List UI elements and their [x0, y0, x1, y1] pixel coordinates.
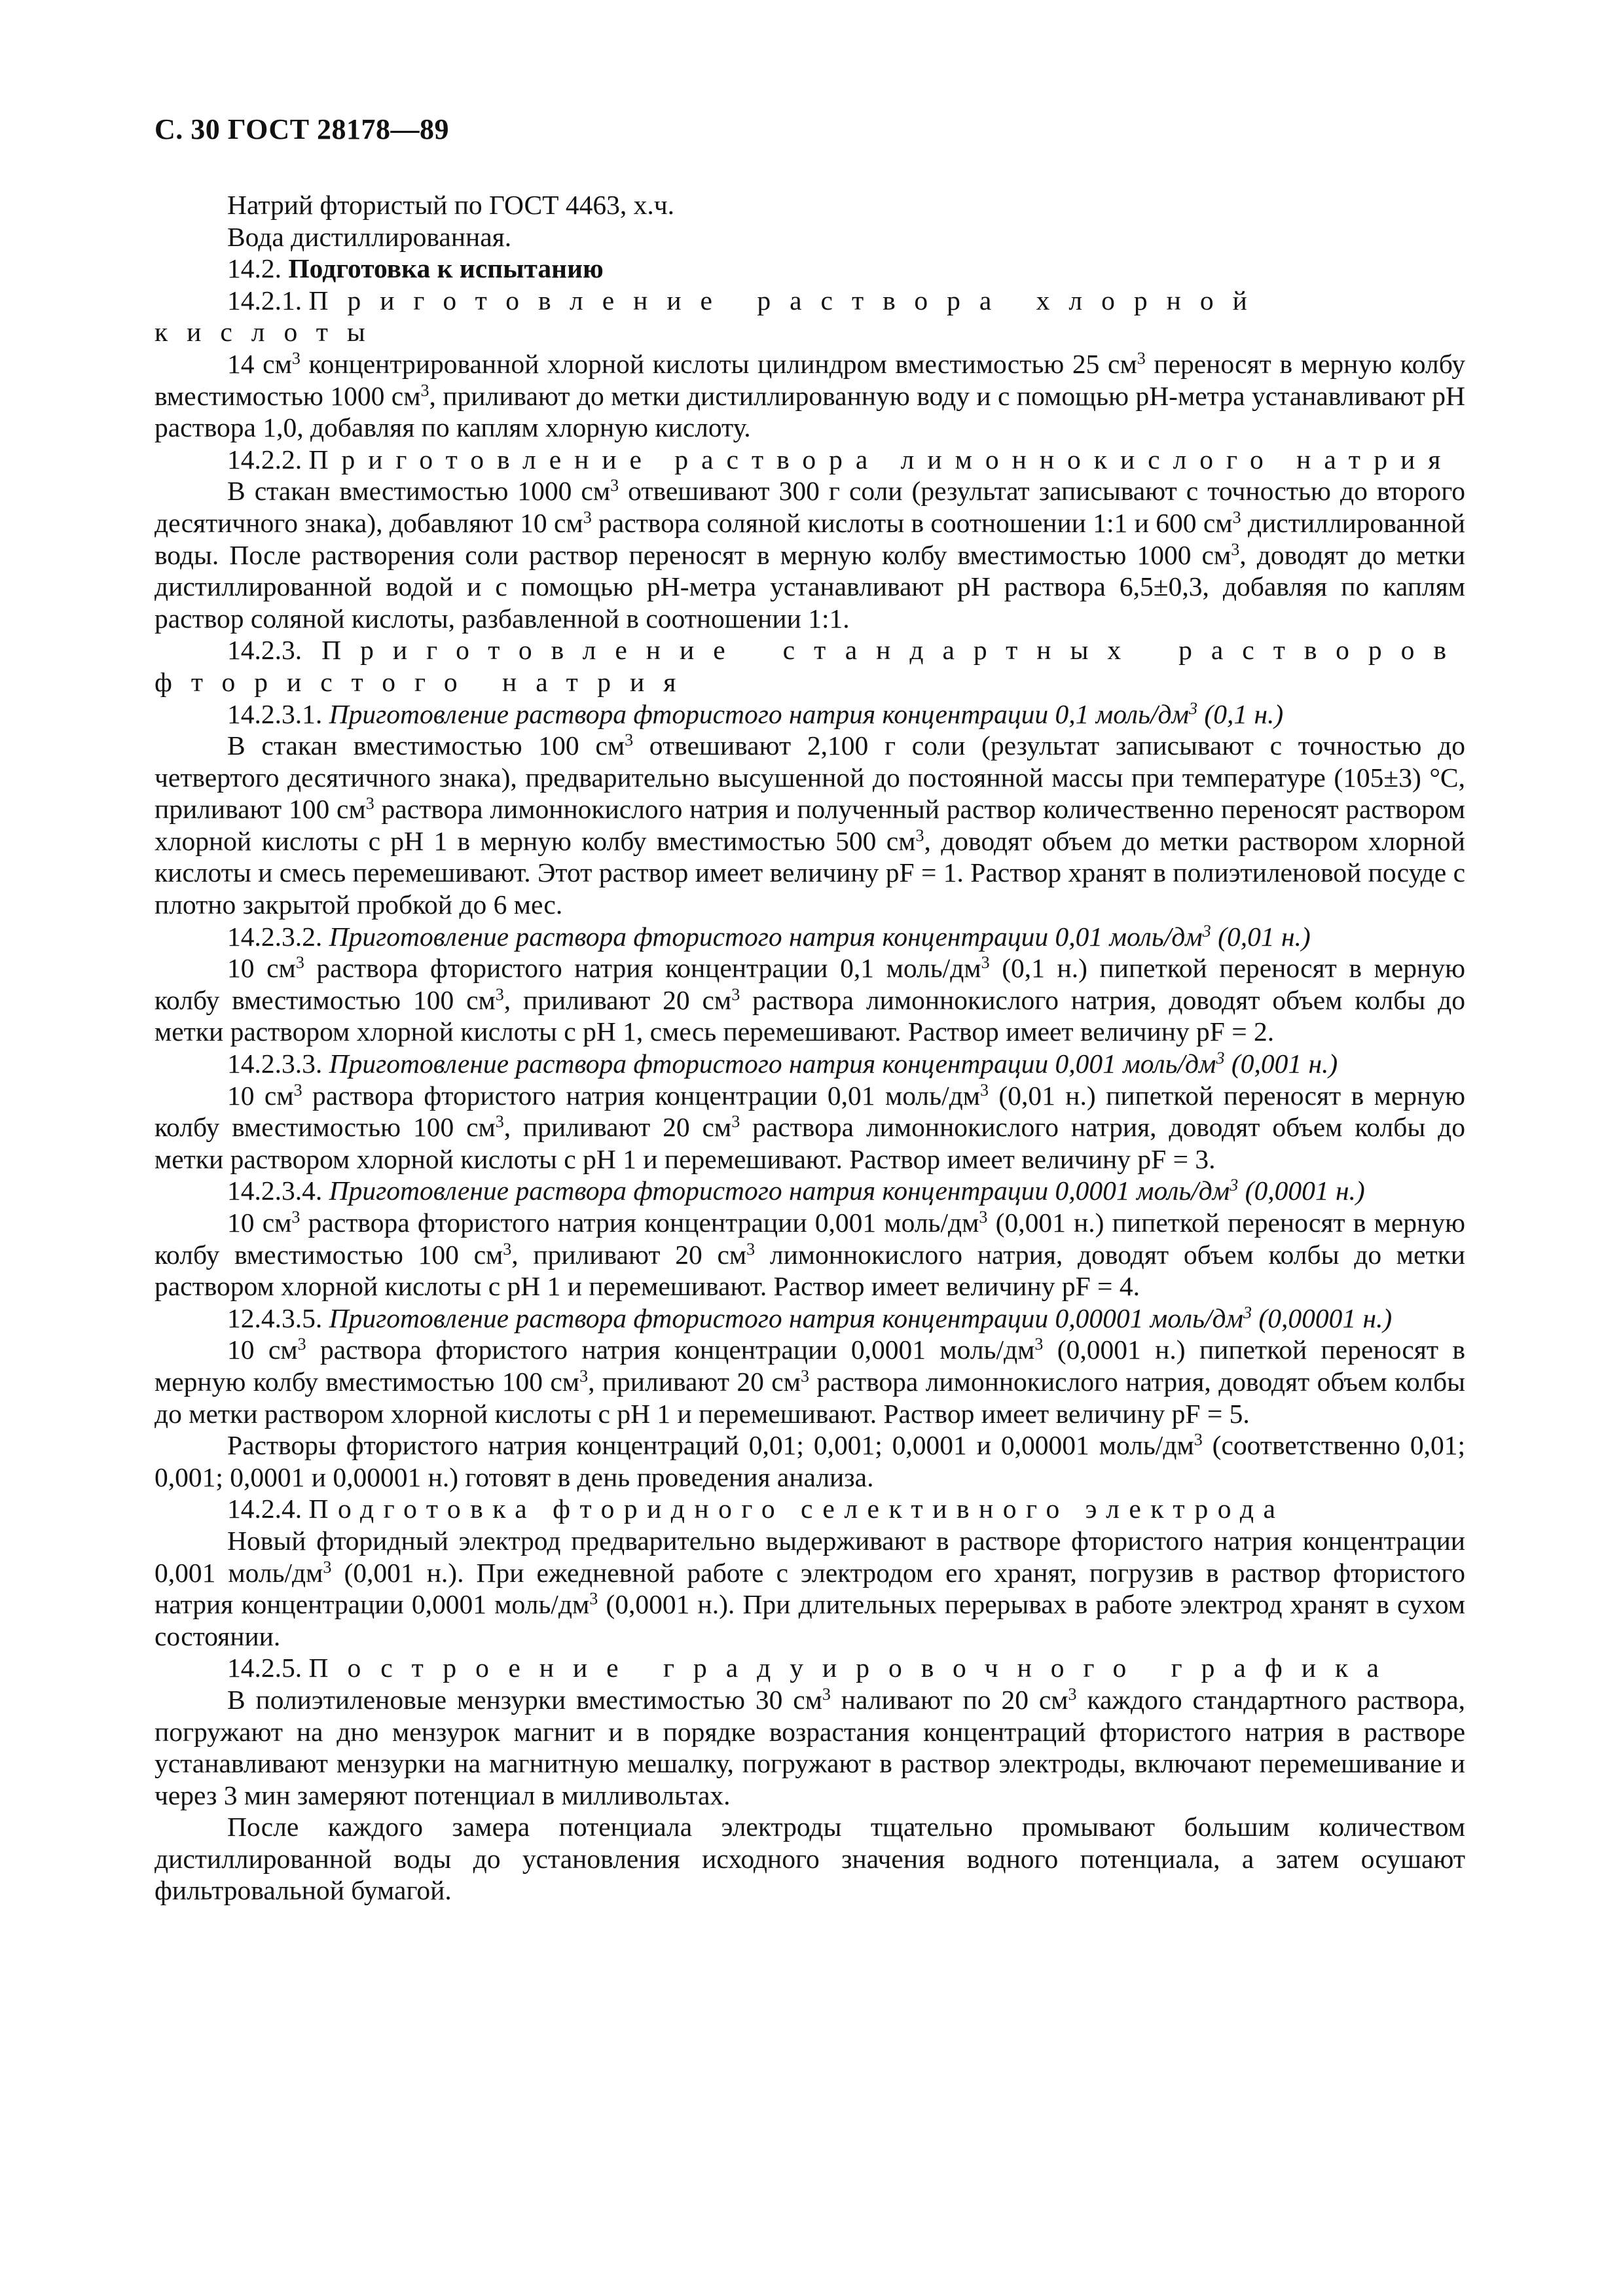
section-number: 14.2.1. [227, 285, 302, 315]
text: каждого стандартного раствора, погружают на дно мензурок магнит и в порядке возрастания концентраций фтористого натрия в растворе устанавливают мензурки на магнитную мешалку, погружают в раствор электроды, включают перемешивание и через 3 мин замеряют потенциал в милливольтах. [155, 1684, 1465, 1810]
text: (0,001 н.) пипеткой переносят в мерную колбу вместимостью 100 см [155, 1208, 1466, 1270]
superscript: 3 [822, 1684, 831, 1704]
section-title: Приготовление раствора хлорной кислоты [155, 285, 1266, 348]
text: раствора лимоннокислого натрия и полученный раствор количественно переносят раствором хлорной кислоты с рН 1 в мерную колбу вместимостью 500 см [155, 794, 1465, 856]
text: раствора лимоннокислого натрия, доводят объем колбы до метки раствором хлорной кислоты с рН 1 и перемешивают. Раствор имеет величину pF = 5. [155, 1366, 1465, 1429]
section-title: Построение градуировочного графика [308, 1653, 1398, 1683]
sub-subsection-heading [155, 921, 1465, 953]
superscript: 3 [420, 380, 429, 400]
section-title: Приготовление раствора фтористого натрия концентрации 0,00001 моль/дм [329, 1302, 1243, 1333]
text: , доводят до метки дистиллированной водой и с помощью рН-метра устанавливают рН раствора 6,5±0,3, добавляя по каплям раствор соляной кислоты, разбавленной в соотношении 1:1. [155, 539, 1465, 634]
text: отвешивают 300 г соли (результат записывают с точностью до второго десятичного знака), добавляют 10 см [155, 476, 1466, 538]
superscript: 3 [1194, 1430, 1203, 1450]
section-number: 14.2.3.3. [227, 1049, 323, 1079]
section-title: Приготовление раствора фтористого натрия концентрации 0,1 моль/дм [329, 698, 1189, 729]
section-title: Приготовление стандартных растворов фтористого натрия [155, 635, 1466, 697]
text: 14 см [227, 348, 292, 379]
subsection-heading [155, 1493, 1465, 1525]
text: дистиллированной воды. После растворения соли раствор переносят в мерную колбу вместимостью 1000 см [155, 507, 1466, 570]
sub-subsection-heading [155, 1175, 1465, 1207]
superscript: 3 [579, 1366, 589, 1386]
section-title: Приготовление раствора фтористого натрия концентрации 0,001 моль/дм [329, 1049, 1216, 1079]
superscript: 3 [800, 1366, 809, 1386]
text: концентрированной хлорной кислоты цилиндром вместимостью 25 см [300, 348, 1137, 379]
superscript: 3 [1034, 1335, 1044, 1354]
superscript: 3 [295, 953, 304, 973]
text: переносят в мерную колбу вместимостью 1000 см [155, 348, 1465, 411]
paragraph [155, 1080, 1465, 1175]
paragraph [155, 952, 1465, 1048]
text: раствора фтористого натрия концентрации 0,01 моль/дм [302, 1080, 980, 1111]
reagent-line [155, 189, 1465, 221]
superscript: 3 [1232, 507, 1241, 527]
superscript: 3 [583, 507, 592, 527]
section-title: Подготовка к испытанию [288, 253, 604, 284]
superscript: 3 [625, 730, 634, 750]
text: , приливают 20 см [511, 1239, 747, 1270]
superscript: 3 [291, 1208, 301, 1227]
paragraph [155, 348, 1465, 444]
section-title: Подготовка фторидного селективного электрода [308, 1494, 1285, 1524]
superscript: 3 [1137, 348, 1146, 368]
text: (0,01 н.) пипеткой переносят в мерную колбу вместимостью 100 см [155, 1080, 1466, 1143]
subsection-heading [155, 444, 1465, 476]
superscript: 3 [365, 794, 374, 814]
sub-subsection-heading [155, 698, 1465, 730]
superscript: 3 [495, 1112, 504, 1132]
text: В стакан вместимостью 1000 см [227, 476, 611, 507]
text: раствора фтористого натрия концентрации 0,1 моль/дм [304, 953, 981, 984]
text: наливают по 20 см [830, 1684, 1068, 1715]
superscript: 3 [979, 1080, 989, 1100]
text: Вода дистиллированная. [227, 221, 512, 252]
section-number: 14.2.3.2. [227, 921, 323, 952]
paragraph [155, 1429, 1465, 1493]
text: 10 см [227, 1335, 298, 1365]
text: , приливают 20 см [588, 1366, 801, 1397]
subsection-heading [155, 1652, 1465, 1684]
text: После каждого замера потенциала электроды тщательно промывают большим количеством дистиллированной воды до установления исходного значения водного потенциала, а затем осушают фильтровальной бумагой. [155, 1812, 1465, 1906]
superscript: 3 [1202, 921, 1211, 941]
section-title-tail: (0,0001 н.) [1238, 1175, 1365, 1206]
text: раствора лимоннокислого натрия, доводят объем колбы до метки раствором хлорной кислоты с рН 1 и перемешивают. Раствор имеет величину pF = 3. [155, 1112, 1465, 1174]
text: Натрий фтористый по ГОСТ 4463, х.ч. [227, 190, 675, 220]
text: раствора лимоннокислого натрия, доводят объем колбы до метки раствором хлорной кислоты с рН 1, смесь перемешивают. Раствор имеет величину pF = 2. [155, 984, 1465, 1047]
superscript: 3 [297, 1335, 306, 1354]
section-number: 14.2. [227, 253, 282, 284]
document-page [155, 0, 1465, 2296]
paragraph [155, 1334, 1465, 1429]
superscript: 3 [979, 1208, 988, 1227]
reagent-line [155, 221, 1465, 253]
paragraph [155, 475, 1465, 634]
text: раствора фтористого натрия концентрации 0,001 моль/дм [300, 1208, 979, 1238]
superscript: 3 [1189, 698, 1197, 718]
superscript: 3 [589, 1589, 598, 1609]
section-title-tail: (0,00001 н.) [1252, 1302, 1393, 1333]
section-title: Приготовление раствора фтористого натрия концентрации 0,0001 моль/дм [329, 1175, 1230, 1206]
section-number: 14.2.2. [227, 444, 302, 475]
text: 10 см [227, 953, 296, 984]
paragraph [155, 1525, 1465, 1652]
text: Новый фторидный электрод предварительно выдерживают в растворе фтористого натрия концентрации 0,001 моль/дм [155, 1525, 1465, 1588]
subsection-heading [155, 634, 1465, 698]
superscript: 3 [981, 953, 990, 973]
section-number: 14.2.3.1. [227, 698, 323, 729]
text: , доводят объем до метки раствором хлорной кислоты и смесь перемешивают. Этот раствор имеет величину pF = 1. Раствор хранят в полиэтиленовой посуде с плотно закрытой пробкой до 6 мес. [155, 825, 1465, 920]
text: лимоннокислого натрия, доводят объем колбы до метки раствором хлорной кислоты с рН 1 и перемешивают. Раствор имеет величину pF = 4. [155, 1239, 1465, 1302]
section-title-tail: (0,001 н.) [1224, 1049, 1338, 1079]
text: , приливают 20 см [503, 984, 732, 1015]
paragraph [155, 1684, 1465, 1811]
section-title-tail: (0,1 н.) [1197, 698, 1284, 729]
sub-subsection-heading [155, 1048, 1465, 1080]
superscript: 3 [746, 1239, 756, 1259]
section-heading [155, 253, 1465, 285]
section-number: 14.2.5. [227, 1653, 302, 1683]
superscript: 3 [1243, 1302, 1252, 1322]
section-title-tail: (0,01 н.) [1211, 921, 1311, 952]
text: (0,0001 н.). При длительных перерывах в работе электрод хранят в сухом состоянии. [155, 1589, 1465, 1651]
superscript: 3 [1231, 539, 1240, 559]
superscript: 3 [1068, 1684, 1077, 1704]
superscript: 3 [503, 1239, 512, 1259]
text: раствора соляной кислоты в соотношении 1:1 и 600 см [591, 507, 1233, 538]
superscript: 3 [915, 825, 924, 845]
superscript: 3 [291, 348, 301, 368]
superscript: 3 [731, 1112, 740, 1132]
section-title: Приготовление раствора лимоннокислого натрия [308, 444, 1454, 475]
section-title: Приготовление раствора фтористого натрия концентрации 0,01 моль/дм [329, 921, 1203, 952]
text: (0,1 н.) пипеткой переносят в мерную колбу вместимостью 100 см [155, 953, 1466, 1015]
superscript: 3 [610, 476, 619, 495]
text: (0,0001 н.) пипеткой переносят в мерную колбу вместимостью 100 см [155, 1335, 1466, 1397]
section-number: 12.4.3.5. [227, 1302, 323, 1333]
text: В полиэтиленовые мензурки вместимостью 30 см [227, 1684, 822, 1715]
text: Растворы фтористого натрия концентраций 0,01; 0,001; 0,0001 и 0,00001 моль/дм [227, 1430, 1194, 1461]
superscript: 3 [1216, 1049, 1225, 1068]
text: 10 см [227, 1208, 292, 1238]
paragraph [155, 730, 1465, 921]
document-body [155, 189, 1465, 1907]
text: (0,001 н.). При ежедневной работе с электродом его хранят, погрузив в раствор фтористого натрия концентрации 0,0001 моль/дм [155, 1557, 1465, 1620]
paragraph [155, 1207, 1465, 1302]
superscript: 3 [731, 984, 740, 1004]
subsection-heading [155, 285, 1465, 348]
text: раствора фтористого натрия концентрации 0,0001 моль/дм [306, 1335, 1035, 1365]
superscript: 3 [1230, 1175, 1239, 1195]
section-number: 14.2.4. [227, 1494, 302, 1524]
superscript: 3 [323, 1557, 332, 1577]
text: (соответственно 0,01; 0,001; 0,0001 и 0,00001 н.) готовят в день проведения анализа. [155, 1430, 1465, 1492]
page-header: С. 30 ГОСТ 28178—89 [155, 113, 450, 145]
superscript: 3 [495, 984, 504, 1004]
superscript: 3 [293, 1080, 302, 1100]
text: В стакан вместимостью 100 см [227, 730, 625, 761]
text: , приливают 20 см [503, 1112, 732, 1143]
text: 10 см [227, 1080, 294, 1111]
section-number: 14.2.3.4. [227, 1175, 323, 1206]
text: , приливают до метки дистиллированную воду и с помощью рН-метра устанавливают рН раствора 1,0, добавляя по каплям хлорную кислоту. [155, 380, 1466, 443]
paragraph [155, 1811, 1465, 1907]
text: отвешивают 2,100 г соли (результат записывают с точностью до четвертого десятичного знака), предварительно высушенной до постоянной массы при температуре (105±3) °С, приливают 100 см [155, 730, 1465, 825]
section-number: 14.2.3. [227, 635, 302, 666]
sub-subsection-heading [155, 1302, 1465, 1335]
